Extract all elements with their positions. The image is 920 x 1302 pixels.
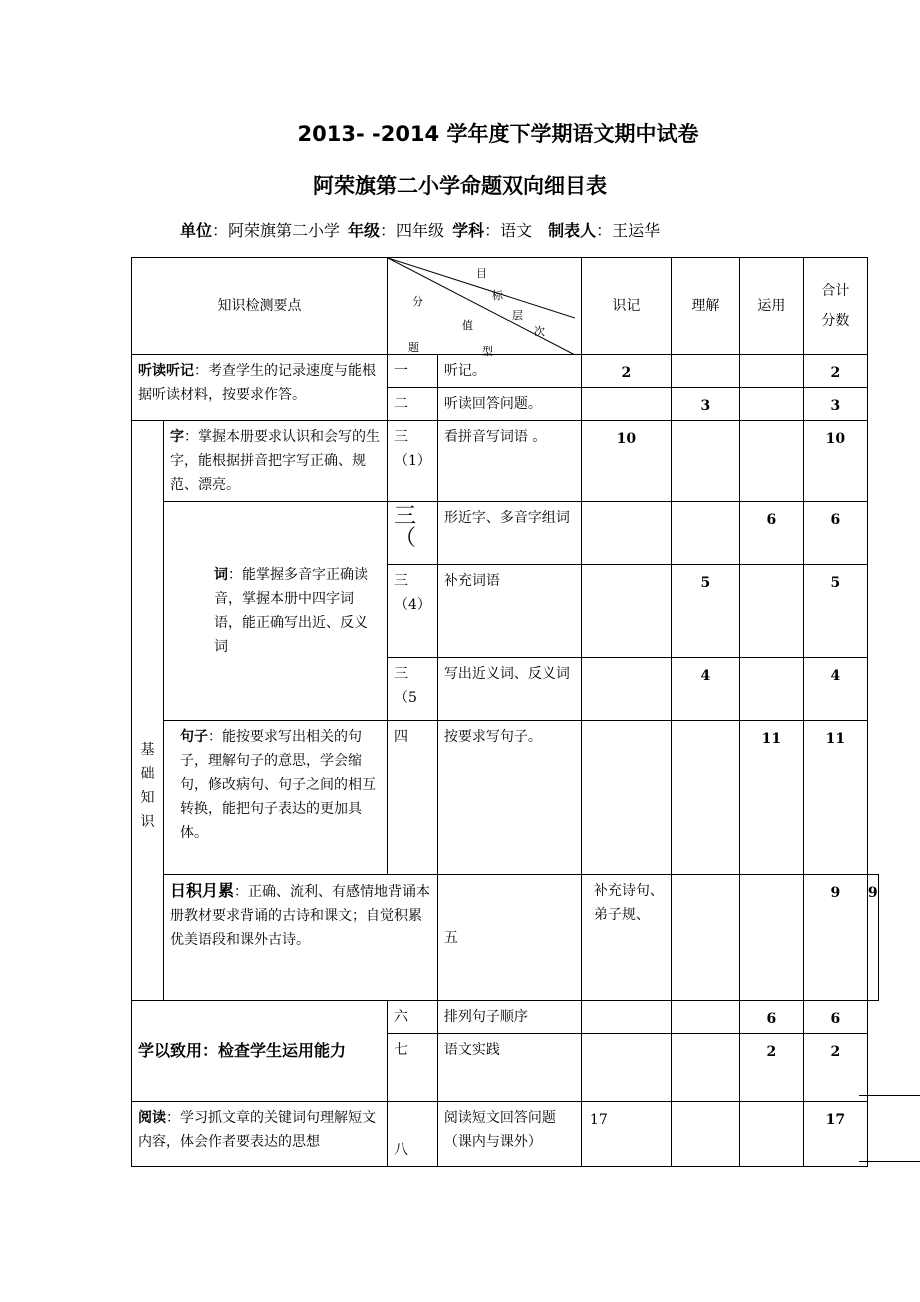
desc-accumulation [164,875,438,1001]
score-shiji: 17 [581,1102,671,1167]
header-knowledge: 知识检测要点 [132,258,388,355]
score-shiji [581,388,671,421]
question-number: 二 [388,388,438,421]
desc-characters [164,421,388,502]
subject-label: 学科 [452,221,485,240]
desc-reading [132,1102,388,1167]
question-number-sub: （4） [394,597,431,613]
side-char: 础 [140,765,155,782]
score-yunyong [739,421,803,502]
desc-bold: 句子 [180,729,208,745]
side-label-basic-knowledge [132,421,164,1001]
question-number: 一 [388,355,438,388]
header-row [132,258,879,355]
desc-bold: 阅读 [138,1110,166,1126]
score-lijie: 5 [671,565,739,658]
header-shiji: 识记 [581,258,671,355]
question-type: 排列句子顺序 [437,1001,581,1034]
question-number [388,421,438,502]
header-yunyong: 运用 [739,258,803,355]
score-shiji [581,721,671,875]
question-type: 写出近义词、反义词 [437,658,581,721]
score-total: 17 [803,1102,867,1167]
question-type: 补充词语 [437,565,581,658]
desc-text: ：学习抓文章的关键词句理解短文内容，体会作者要表达的思想 [138,1110,376,1150]
header-heji-line2: 分数 [821,313,850,329]
question-number: 五 [437,875,581,1001]
desc-words [164,502,388,721]
desc-bold: 词 [214,567,228,583]
diag-fen: 分 [412,295,423,308]
score-total: 3 [803,388,867,421]
header-heji-line1: 合计 [821,283,850,299]
diag-zhi: 值 [462,319,473,332]
desc-bold: 听读听记 [138,363,194,379]
score-yunyong: 2 [739,1034,803,1102]
score-lijie [671,421,739,502]
question-number-main: 三 [394,666,408,682]
score-yunyong [739,388,803,421]
grade-label: 年级 [348,221,381,240]
score-yunyong [739,658,803,721]
score-yunyong [739,1102,803,1167]
desc-text: ：掌握本册要求认识和会写的生字，能根据拼音把字写正确、规范、漂亮。 [170,429,380,493]
score-total: 11 [803,721,867,875]
question-number: 六 [388,1001,438,1034]
diag-xing: 型 [482,345,493,358]
diag-ti: 题 [408,341,419,354]
question-number: 四 [388,721,438,875]
header-diagonal-cell [388,258,582,358]
question-type: 看拼音写词语 。 [437,421,581,502]
score-shiji: 10 [581,421,671,502]
score-total: 5 [803,565,867,658]
table-row [132,1001,879,1034]
question-number [388,502,438,565]
score-total: 10 [803,421,867,502]
score-total: 6 [803,502,867,565]
score-yunyong: 11 [739,721,803,875]
diag-ceng: 层 [512,309,523,322]
score-yunyong: 6 [739,1001,803,1034]
question-type: 听记。 [437,355,581,388]
score-shiji: 2 [581,355,671,388]
score-lijie [671,1102,739,1167]
desc-bold: 字 [170,429,184,445]
diag-biao: 标 [492,289,503,302]
desc-text: ：能掌握多音字正确读音，掌握本册中四字词语，能正确写出近、反义词 [214,567,368,655]
score-lijie: 4 [671,658,739,721]
score-lijie: 3 [671,388,739,421]
score-total: 2 [803,355,867,388]
question-number: 八 [388,1102,438,1167]
grade-value: ：四年级 [380,221,445,240]
side-char: 基 [140,741,155,758]
table-row [132,355,879,388]
score-shiji [671,875,739,1001]
score-lijie [671,502,739,565]
side-char: 识 [140,813,155,830]
maker-label: 制表人 [548,221,597,240]
score-shiji [581,1034,671,1102]
score-yunyong [739,565,803,658]
question-type: 形近字、多音字组词 [437,502,581,565]
diag-mu: 目 [476,267,487,280]
score-shiji [581,502,671,565]
question-number-main: 三 [394,573,408,589]
question-type: 补充诗句、弟子规、 [581,875,671,1001]
title-line-2: 阿荣旗第二小学命题双向细目表 [313,174,607,198]
question-number-main: 三 [394,504,417,529]
header-lijie: 理解 [671,258,739,355]
subtitle [180,218,660,241]
score-total: 4 [803,658,867,721]
desc-text: ：考查学生的记录速度与能根据听读材料，按要求作答。 [138,363,376,403]
question-number-sub: （5 [394,690,417,706]
question-number-sub: （ [394,526,417,551]
header-heji [803,258,867,355]
question-type: 语文实践 [437,1034,581,1102]
maker-value: ：王运华 [596,221,661,240]
desc-text: ：正确、流利、有感情地背诵本册教材要求背诵的古诗和课文；自觉积累优美语段和课外古诗。 [170,884,431,948]
table-row [132,721,879,875]
score-lijie [671,1034,739,1102]
table-overflow-cell [859,1095,920,1162]
diag-ci: 次 [534,325,545,338]
table-row [132,875,879,1001]
desc-bold: 日积月累 [170,881,235,900]
question-type: 听读回答问题。 [437,388,581,421]
score-shiji [581,658,671,721]
unit-label: 单位 [180,221,213,240]
question-number-sub: （1） [394,453,431,469]
score-lijie [671,1001,739,1034]
question-number [388,565,438,658]
question-number: 七 [388,1034,438,1102]
score-lijie [739,875,803,1001]
side-char: 知 [140,789,155,806]
score-lijie [671,355,739,388]
question-number [388,658,438,721]
desc-listening [132,355,388,421]
score-total: 2 [803,1034,867,1102]
score-total: 9 [867,875,878,1001]
subject-value: ：语文 [484,221,533,240]
title-line-1: 2013- -2014 学年度下学期语文期中试卷 [297,122,699,146]
score-yunyong: 9 [803,875,867,1001]
spec-table [131,257,879,1167]
score-shiji [581,565,671,658]
unit-value: ：阿荣旗第二小学 [212,221,341,240]
table-row [132,502,879,565]
score-total: 6 [803,1001,867,1034]
table-row [132,1102,879,1167]
score-shiji [581,1001,671,1034]
desc-text: ：能按要求写出相关的句子，理解句子的意思，学会缩句，修改病句、句子之间的相互转换，能把句子表达的更加具体。 [180,729,376,841]
question-type: 阅读短文回答问题（课内与课外） [437,1102,581,1167]
question-number-main: 三 [394,429,408,445]
desc-sentences [164,721,388,875]
desc-application: 学以致用：检查学生运用能力 [132,1001,388,1102]
score-yunyong: 6 [739,502,803,565]
score-yunyong [739,355,803,388]
table-row [132,421,879,502]
question-type: 按要求写句子。 [437,721,581,875]
score-lijie [671,721,739,875]
